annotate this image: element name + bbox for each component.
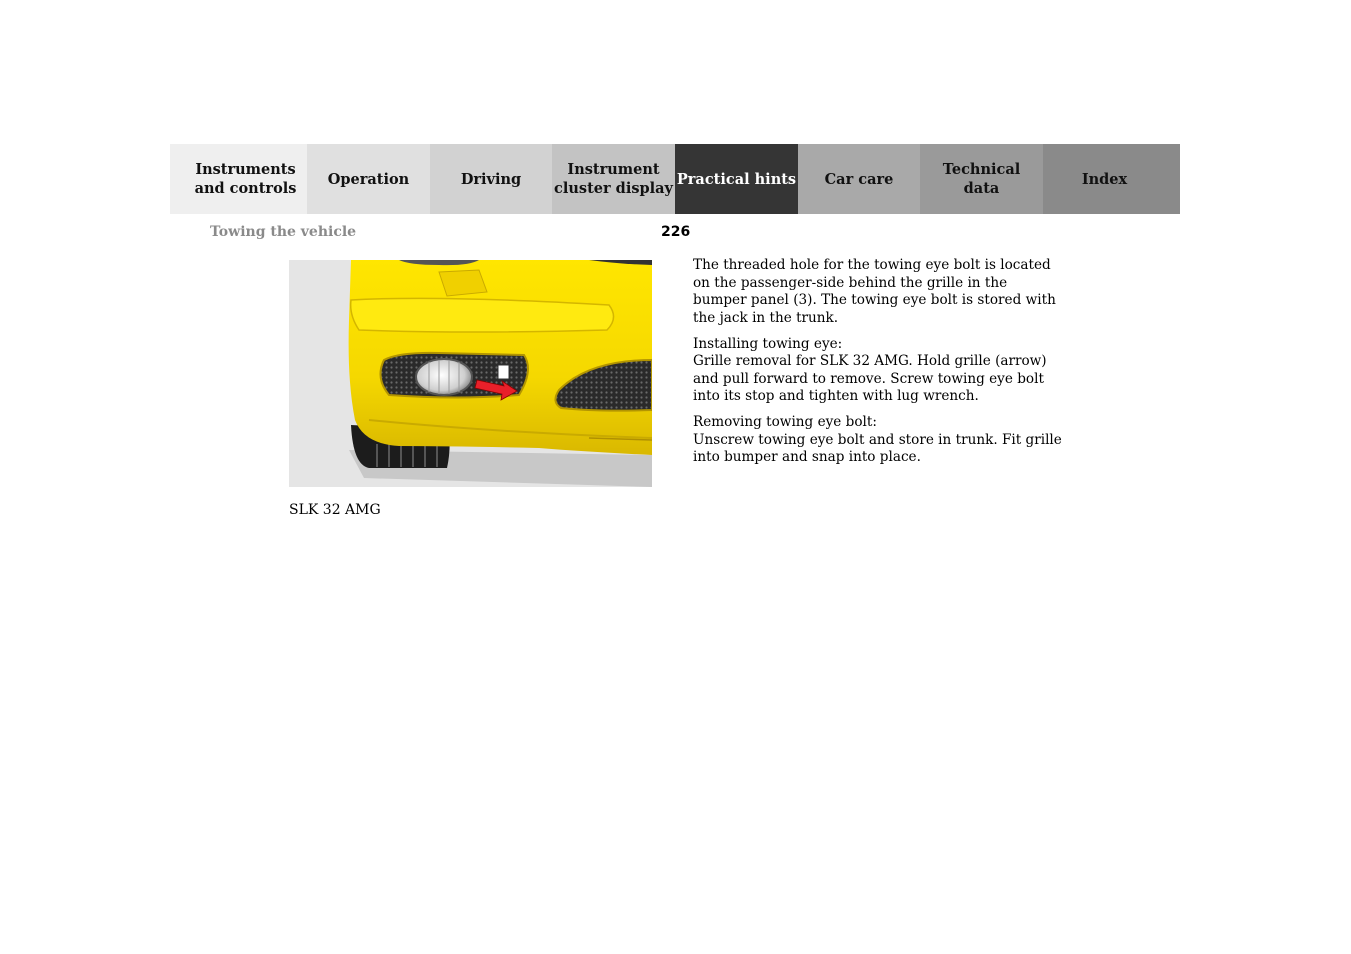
fog-lamp [416,359,472,395]
bumper-illustration [289,260,652,487]
figure-caption: SLK 32 AMG [289,502,381,518]
installing-heading: Installing towing eye: [693,335,843,352]
tab-operation[interactable]: Operation [307,144,430,214]
towing-hole-marker [498,365,509,379]
tab-instrument-cluster-display[interactable]: Instrument cluster display [552,144,675,214]
tab-index[interactable]: Index [1043,144,1180,214]
tab-driving[interactable]: Driving [430,144,552,214]
tab-practical-hints[interactable]: Practical hints [675,144,798,214]
tab-instruments-and-controls[interactable]: Instruments and controls [170,144,307,214]
section-title: Towing the vehicle [210,224,357,240]
tab-car-care[interactable]: Car care [798,144,920,214]
removing-paragraph [693,414,1063,467]
page-number: 226 [661,224,691,240]
installing-paragraph [693,336,1063,406]
location-paragraph: The threaded hole for the towing eye bolt is located on the passenger-side behind the grille in the bumper panel (3). The towing eye bolt is stored with the jack in the trunk. [693,257,1056,326]
tab-technical-data[interactable]: Technical data [920,144,1043,214]
removing-heading: Removing towing eye bolt: [693,414,877,430]
instructions-text [693,257,1063,475]
removing-body: Unscrew towing eye bolt and store in trunk. Fit grille into bumper and snap into place. [693,431,1062,465]
chapter-tab-bar [170,144,1180,214]
installing-body: Grille removal for SLK 32 AMG. Hold grille (arrow) and pull forward to remove. Screw towing eye bolt into its stop and tighten with lug wrench. [693,353,1047,404]
